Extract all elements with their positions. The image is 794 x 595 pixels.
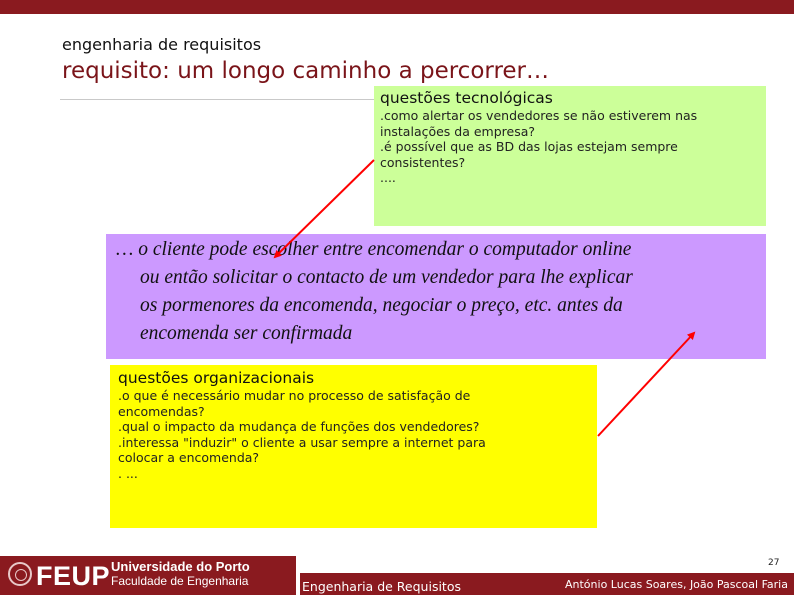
tech-line: instalações da empresa?	[380, 123, 536, 139]
scenario-line: os pormenores da encomenda, negociar o preço, etc. antes da	[140, 295, 623, 316]
org-line: .o que é necessário mudar no processo de satisfação de	[118, 388, 471, 403]
tech-line: consistentes?	[380, 154, 466, 170]
scenario-line: ou então solicitar o contacto de um vendedor para lhe explicar	[140, 267, 633, 288]
page-number: 27	[768, 558, 780, 568]
university-seal-icon	[8, 562, 32, 586]
arrow-to-confirmation	[598, 333, 694, 436]
authors: António Lucas Soares, João Pascoal Faria	[565, 578, 788, 591]
org-line: . ...	[118, 465, 138, 481]
feup-logo: FEUP	[36, 561, 111, 591]
tech-line: .é possível que as BD das lojas estejam sempre	[380, 139, 678, 154]
course-name: Engenharia de Requisitos	[302, 579, 461, 594]
org-line: colocar a encomenda?	[118, 450, 260, 465]
tech-line: .como alertar os vendedores se não estiverem nas	[380, 108, 698, 123]
tech-questions-heading: questões tecnológicas	[380, 89, 553, 107]
slide-title: requisito: um longo caminho a percorrer…	[62, 58, 550, 84]
org-line: encomendas?	[118, 403, 205, 419]
arrow-to-online-choice	[275, 160, 374, 257]
faculty-name: Faculdade de Engenharia	[111, 574, 249, 588]
scenario-line: … o cliente pode escolher entre encomendar o computador online	[116, 239, 632, 260]
tech-line: ....	[380, 170, 396, 185]
org-line: .qual o impacto da mudança de funções dos vendedores?	[118, 419, 480, 434]
org-line: .interessa "induzir" o cliente a usar sempre a internet para	[118, 434, 486, 450]
university-name: Universidade do Porto	[111, 559, 250, 574]
slide-subtitle: engenharia de requisitos	[62, 35, 262, 54]
scenario-line: encomenda ser confirmada	[140, 323, 353, 344]
org-questions-heading: questões organizacionais	[118, 369, 315, 387]
